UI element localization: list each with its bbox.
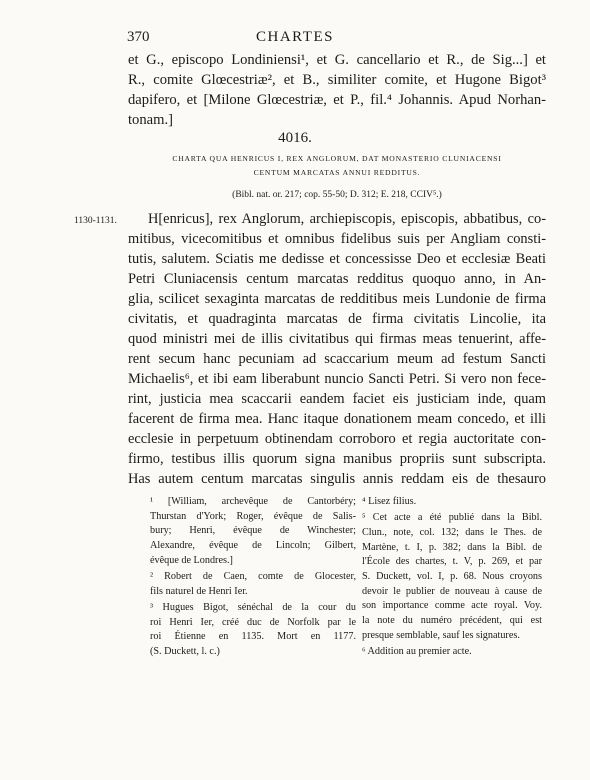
- text-line: tutis, salutem. Sciatis me dedisse et concessisse Deo et ecclesiæ Beati: [128, 251, 546, 267]
- footnote-line: bury; Henri, évêque de Winchester;: [150, 525, 356, 537]
- text-line: firmo, testibus illis quorum signa manibus propriis sunt subscripta.: [128, 451, 546, 467]
- running-title: CHARTES: [256, 29, 334, 45]
- charter-title: [128, 152, 546, 180]
- footnote-line: la note du numéro précédent, qui est: [362, 615, 542, 627]
- page-number: 370: [127, 29, 150, 45]
- footnote-5: [362, 511, 542, 643]
- footnotes-right-column: [362, 495, 542, 661]
- footnote-line: ⁶ Addition au premier acte.: [362, 646, 472, 658]
- text-line: mitibus, vicecomitibus et omnibus fidelibus suis per Angliam consti-: [128, 231, 546, 247]
- text-line: rent secum hanc pecuniam ad scaccarium meum ad festum Sancti: [128, 351, 546, 367]
- footnote-6: [362, 645, 542, 660]
- footnote-line: roi Étienne en 1135. Mort en 1177.: [150, 631, 356, 643]
- charter-title-line: CENTUM MARCATAS ANNUI REDDITUS.: [253, 168, 421, 177]
- footnote-line: ² Robert de Caen, comte de Glocester,: [150, 571, 356, 583]
- footnote-line: évêque de Londres.]: [150, 554, 233, 566]
- footnote-line: roi Henri Ier, créé duc de Norfolk par le: [150, 616, 356, 628]
- page-header: [0, 29, 590, 49]
- text-line: Michaelis⁶, et ibi eam liberabunt nuncio Sancti Petri. Si vero non fece-: [128, 371, 546, 387]
- text-line: glia, scilicet sexaginta marcatas de redditibus meis Lundonie de firma: [128, 291, 546, 307]
- text-line: et G., episcopo Londiniensi¹, et G. cancellario et R., de Sig...] et: [128, 52, 546, 68]
- text-line: dapifero, et [Milone Glœcestriæ, et P., fil.⁴ Johannis. Apud Norhan-: [128, 92, 546, 108]
- footnote-line: Clun., note, col. 132; dans le Thes. de: [362, 526, 542, 538]
- footnote-3: [150, 601, 356, 660]
- text-line: quod ministri mei de illis civitatibus qui firmas meas tenuerint, affe-: [128, 331, 546, 347]
- text-line: civitatis, et quadraginta marcatas de firma civitatis Lincolie, ita: [128, 311, 546, 327]
- footnote-line: son importance comme acte royal. Voy.: [362, 600, 542, 612]
- footnote-line: devoir le publier de nouveau à cause de: [362, 585, 542, 597]
- footnote-line: (S. Duckett, l. c.): [150, 646, 220, 658]
- continuation-text: [128, 50, 546, 130]
- footnote-line: Martène, t. I, p. 382; dans la Bibl. de: [362, 541, 542, 553]
- text-line: rint, justicia mea scaccarii eandem faciet eis justiciam inde, quam: [128, 391, 546, 407]
- footnote-line: S. Duckett, vol. I, p. 68. Nous croyons: [362, 571, 542, 583]
- footnote-line: Alexandre, évêque de Lincoln; Gilbert,: [150, 540, 356, 552]
- text-line: ecclesie in perpetuum obtinendam corroboro et regia auctoritate con-: [128, 431, 546, 447]
- footnote-line: ⁵ Cet acte a été publié dans la Bibl.: [362, 512, 542, 524]
- footnote-2: [150, 570, 356, 599]
- footnote-line: presque semblable, sauf les signatures.: [362, 629, 520, 641]
- footnote-line: ¹ [William, archevêque de Cantorbéry;: [150, 496, 356, 507]
- charter-number: 4016.: [278, 130, 312, 146]
- source-reference: (Bibl. nat. or. 217; cop. 55-50; D. 312; E. 218, CCIV⁵.): [232, 190, 442, 200]
- text-line: Has autem centum marcatas singulis annis reddam eis de thesauro: [128, 471, 546, 487]
- text-line: R., comite Glœcestriæ², et B., similiter comite, et Hugone Bigot³: [128, 72, 546, 88]
- charter-text: [128, 209, 546, 489]
- footnote-4: [362, 495, 542, 510]
- text-line: Petri Cluniacensis centum marcatas redditus quoquo anno, in An-: [128, 271, 546, 287]
- footnote-1: [150, 495, 356, 569]
- text-line: tonam.]: [128, 112, 173, 128]
- text-line: facerent de firma mea. Hanc itaque donationem meam concedo, et illi: [128, 411, 546, 427]
- charter-title-line: CHARTA QUA HENRICUS I, REX ANGLORUM, DAT MONASTERIO CLUNIACENSI: [172, 154, 502, 163]
- footnote-line: l'École des chartes, t. V, p. 269, et par: [362, 556, 542, 568]
- footnote-line: Thurstan d'York; Roger, évêque de Salis-: [150, 510, 356, 522]
- margin-date: 1130-1131.: [74, 216, 117, 226]
- footnote-line: ⁴ Lisez filius.: [362, 496, 417, 507]
- footnote-line: ³ Hugues Bigot, sénéchal de la cour du: [150, 601, 356, 613]
- footnote-line: fils naturel de Henri Ier.: [150, 585, 248, 597]
- footnotes-left-column: [150, 495, 356, 661]
- text-line: H[enricus], rex Anglorum, archiepiscopis, episcopis, abbatibus, co-: [148, 211, 546, 227]
